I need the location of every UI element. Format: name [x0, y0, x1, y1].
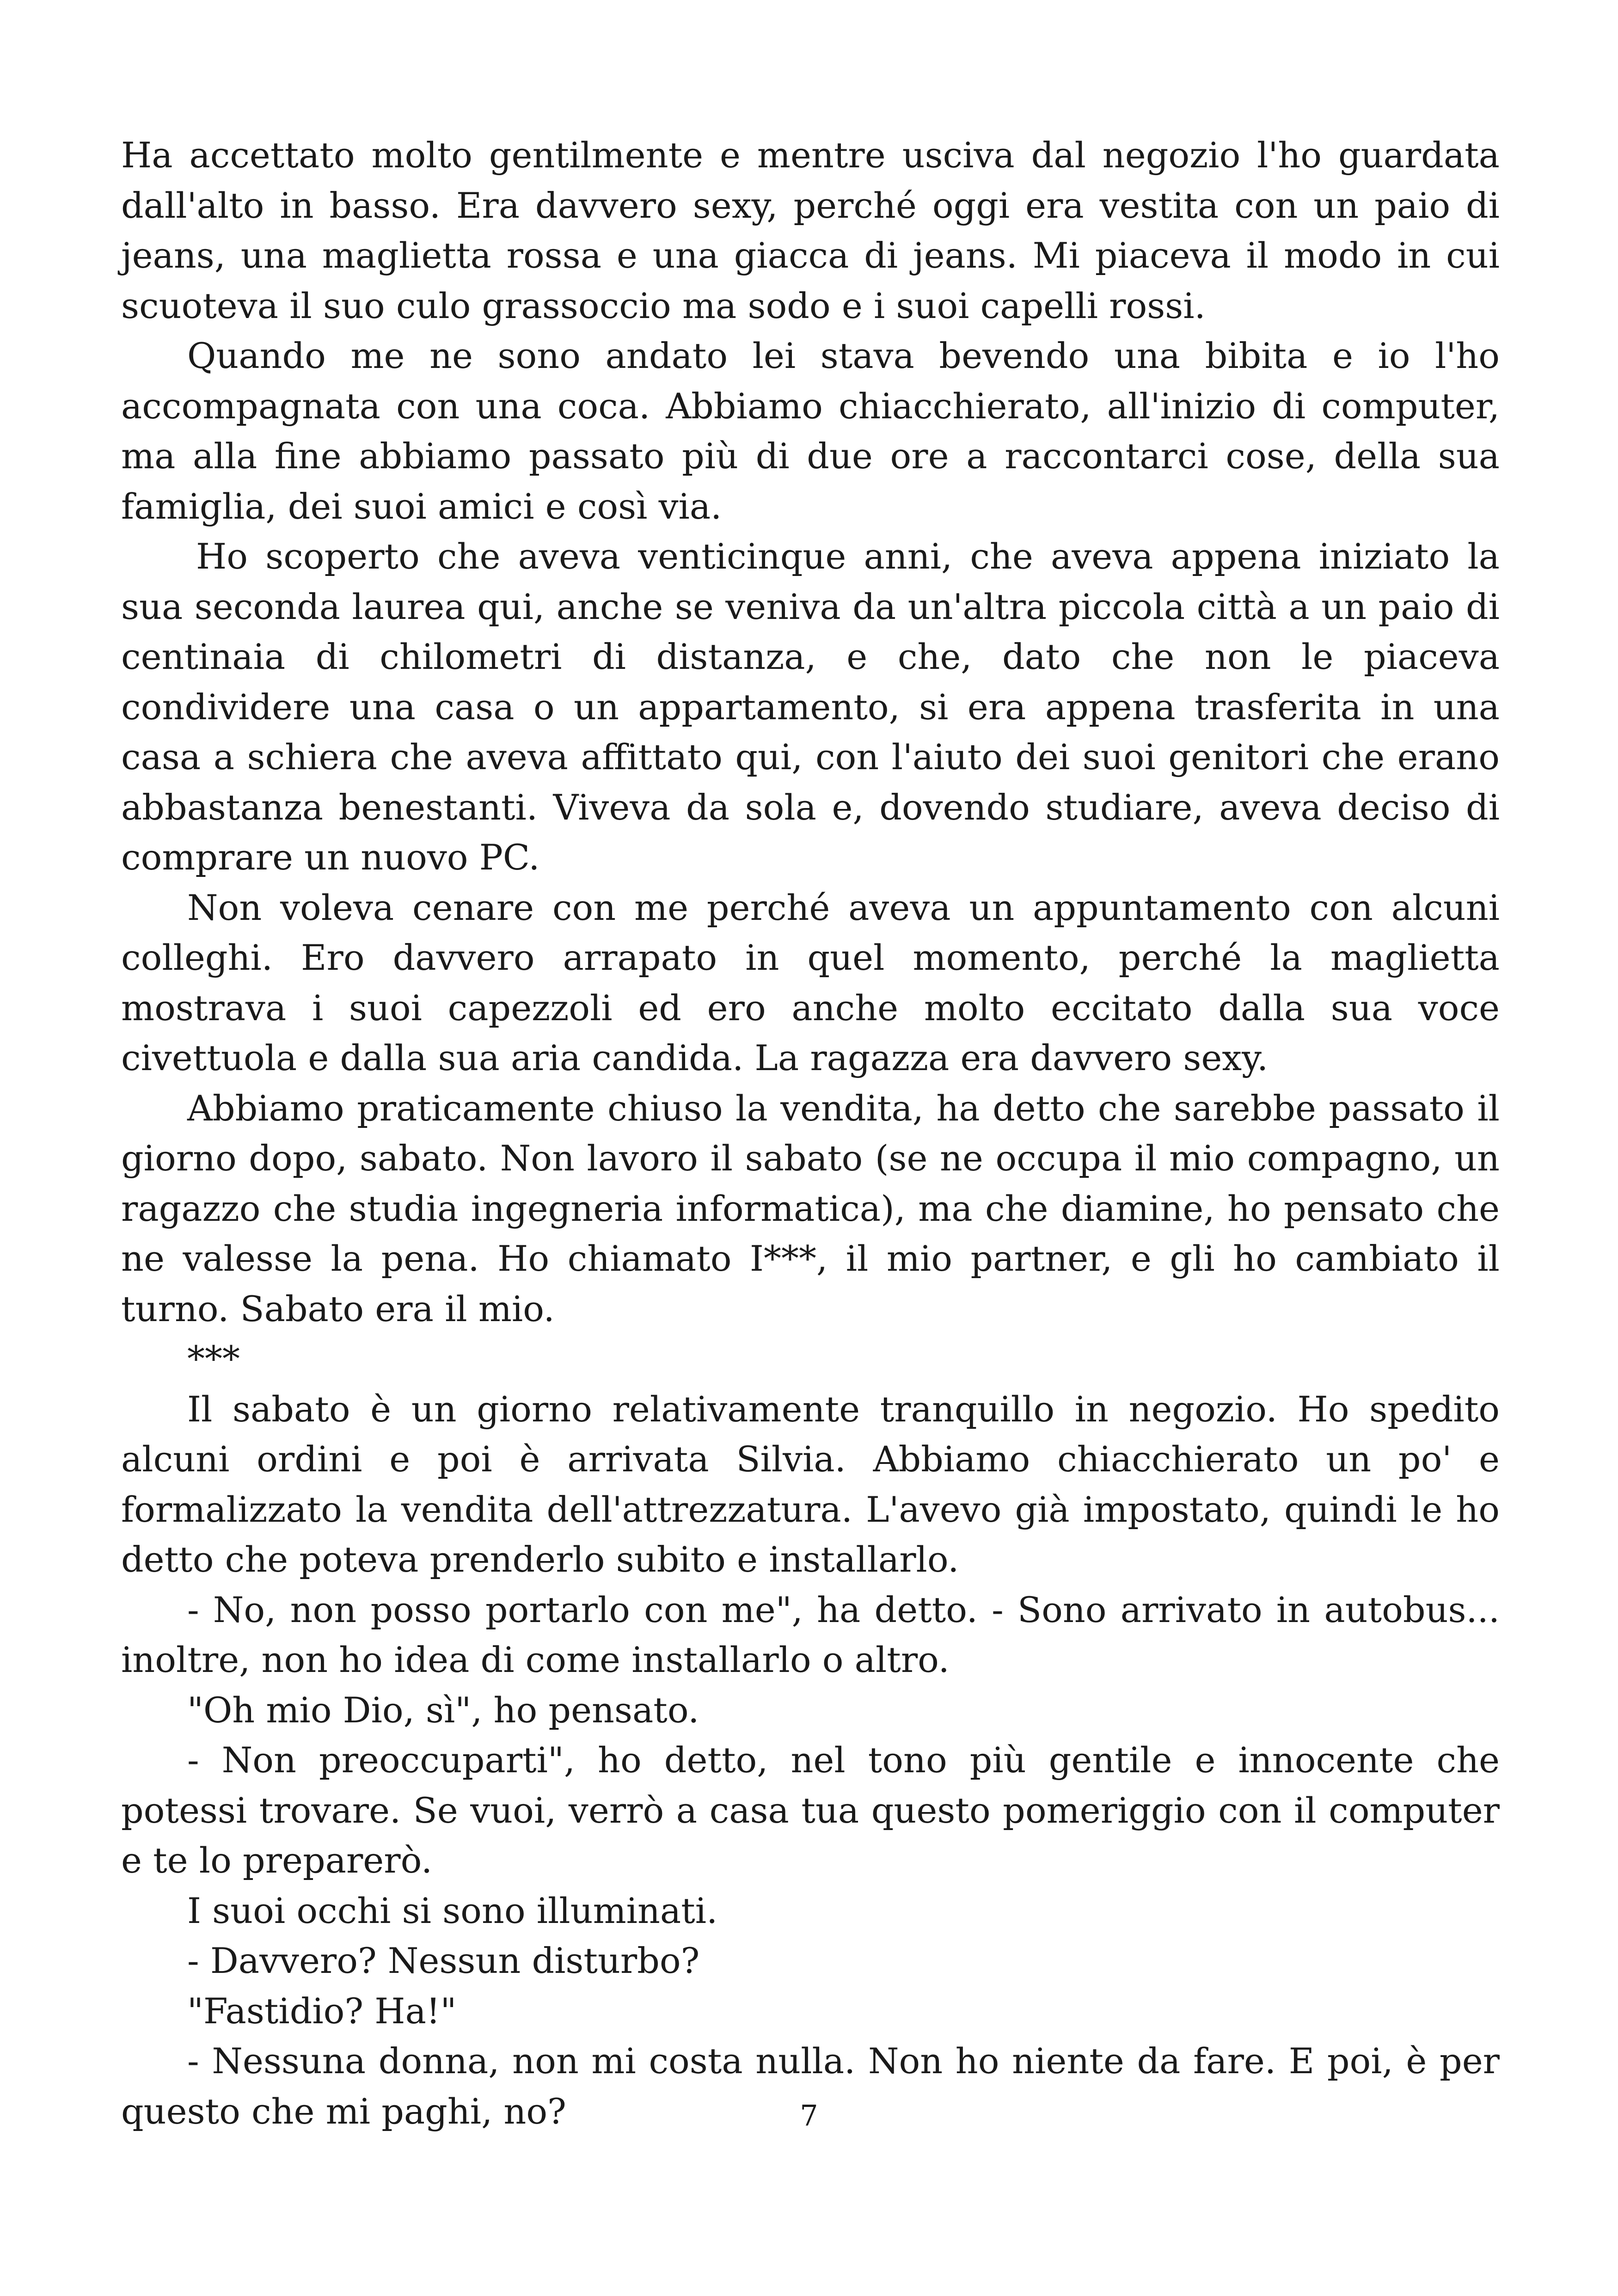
- body-text: [121, 130, 1500, 2137]
- paragraph: Quando me ne sono andato lei stava bevendo una bibita e io l'ho accompagnata con una coca. Abbiamo chiacchierato, all'inizio di computer, ma alla fine abbiamo passato più di due ore a raccontarci cose, della sua famiglia, dei suoi amici e così via.: [121, 335, 1500, 527]
- section-break: ***: [187, 1338, 240, 1379]
- paragraph: - Davvero? Nessun disturbo?: [187, 1940, 700, 1981]
- paragraph: - No, non posso portarlo con me", ha detto. - Sono arrivato in autobus... inoltre, non ho idea di come installarlo o altro.: [121, 1589, 1500, 1680]
- paragraph: "Fastidio? Ha!": [187, 1990, 457, 2032]
- paragraph: Ha accettato molto gentilmente e mentre usciva dal negozio l'ho guardata dall'alto in basso. Era davvero sexy, perché oggi era vestita con un paio di jeans, una maglietta rossa e una giacca di jeans. Mi piaceva il modo in cui scuoteva il suo culo grassoccio ma sodo e i suoi capelli rossi.: [121, 135, 1500, 326]
- paragraph: Il sabato è un giorno relativamente tranquillo in negozio. Ho spedito alcuni ordini e poi è arrivata Silvia. Abbiamo chiacchierato un po' e formalizzato la vendita dell'attrezzatura. L'avevo già impostato, quindi le ho detto che poteva prenderlo subito e installarlo.: [121, 1388, 1500, 1580]
- paragraph: - Nessuna donna, non mi costa nulla. Non ho niente da fare. E poi, è per questo che mi paghi, no?: [121, 2040, 1500, 2132]
- paragraph: I suoi occhi si sono illuminati.: [187, 1890, 718, 1931]
- page-number: 7: [800, 2099, 818, 2132]
- paragraph: Abbiamo praticamente chiuso la vendita, ha detto che sarebbe passato il giorno dopo, sabato. Non lavoro il sabato (se ne occupa il mio compagno, un ragazzo che studia ingegneria informatica), ma che diamine, ho pensato che ne valesse la pena. Ho chiamato I***, il mio partner, e gli ho cambiato il turno. Sabato era il mio.: [121, 1087, 1500, 1329]
- paragraph: Non voleva cenare con me perché aveva un appuntamento con alcuni colleghi. Ero davvero arrapato in quel momento, perché la maglietta mostrava i suoi capezzoli ed ero anche molto eccitato dalla sua voce civettuola e dalla sua aria candida. La ragazza era davvero sexy.: [121, 887, 1500, 1078]
- paragraph: - Non preoccuparti", ho detto, nel tono più gentile e innocente che potessi trovare. Se vuoi, verrò a casa tua questo pomeriggio con il computer e te lo preparerò.: [121, 1739, 1500, 1881]
- paragraph: "Oh mio Dio, sì", ho pensato.: [187, 1689, 699, 1731]
- paragraph: Ho scoperto che aveva venticinque anni, che aveva appena iniziato la sua seconda laurea qui, anche se veniva da un'altra piccola città a un paio di centinaia di chilometri di distanza, e che, dato che non le piaceva condividere una casa o un appartamento, si era appena trasferita in una casa a schiera che aveva affittato qui, con l'aiuto dei suoi genitori che erano abbastanza benestanti. Viveva da sola e, dovendo studiare, aveva deciso di comprare un nuovo PC.: [121, 536, 1500, 878]
